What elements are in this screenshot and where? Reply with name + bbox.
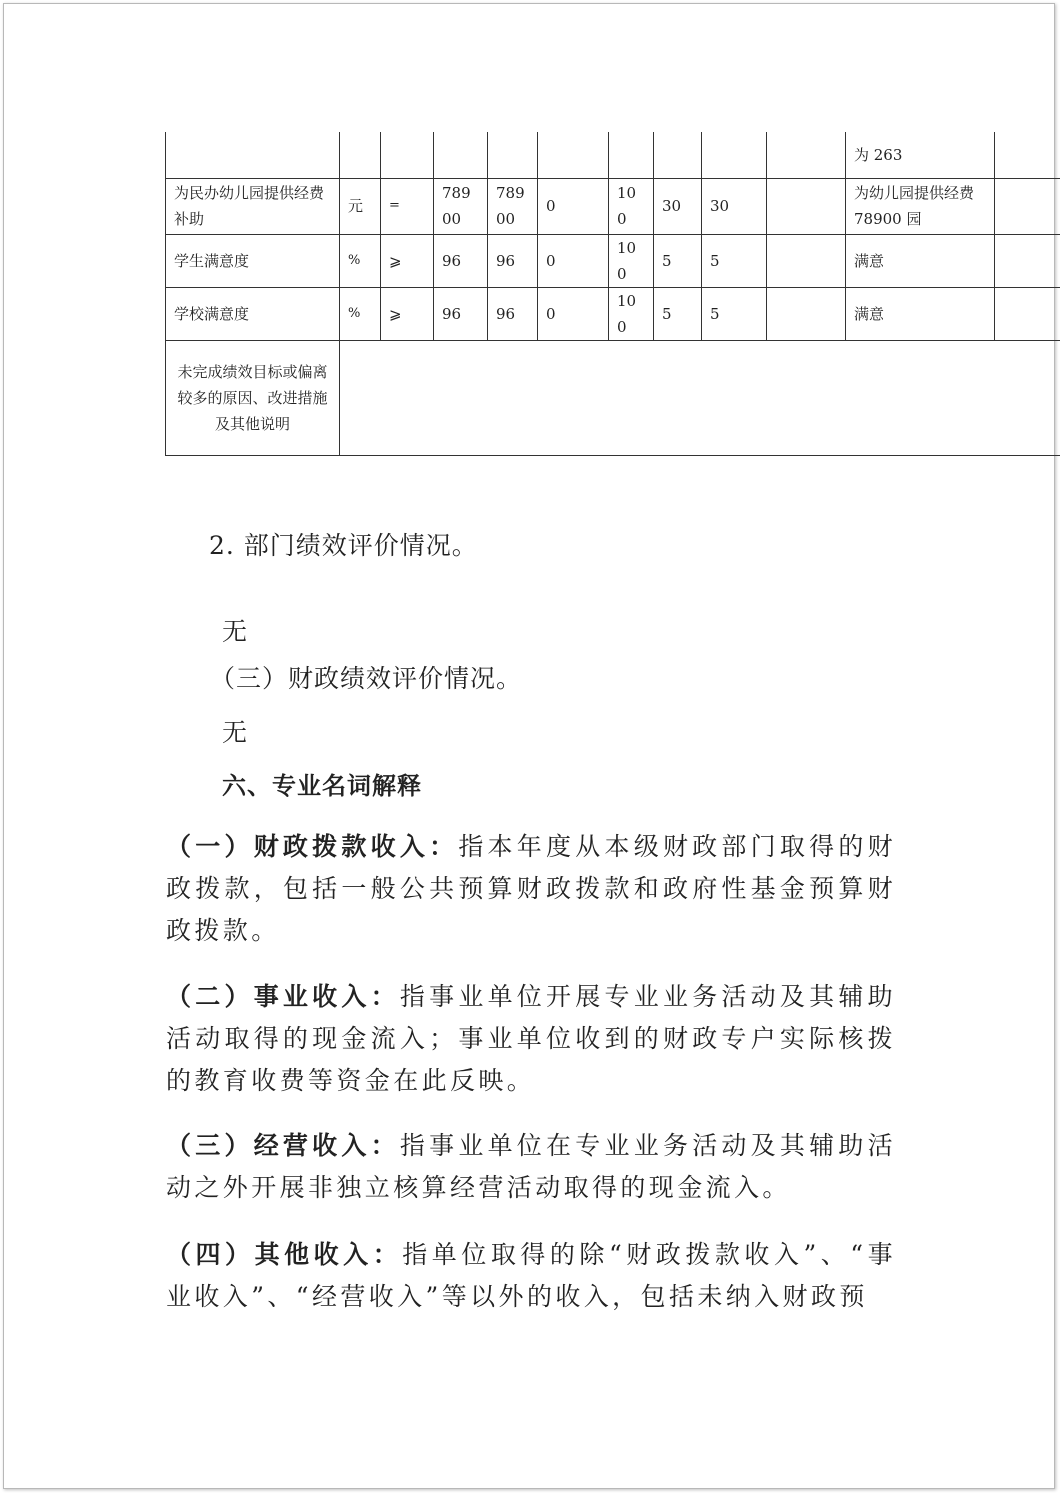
table-cell: 78900 — [434, 178, 488, 234]
table-cell — [381, 132, 434, 178]
table-cell: 100 — [609, 287, 654, 340]
glossary-item — [166, 1234, 896, 1318]
table-cell — [166, 132, 340, 178]
fin-eval-heading: （三）财政绩效评价情况。 — [210, 664, 523, 693]
notes-label: 未完成绩效目标或偏离较多的原因、改进措施及其他说明 — [166, 340, 340, 455]
table-row — [166, 340, 1060, 455]
dept-eval-heading: 2. 部门绩效评价情况。 — [209, 531, 478, 560]
table-cell: 96 — [434, 287, 488, 340]
table-cell — [767, 287, 846, 340]
table-cell: ⩾ — [381, 234, 434, 287]
table-cell: 96 — [488, 234, 538, 287]
glossary-item — [166, 826, 896, 952]
table-cell: 30 — [702, 178, 767, 234]
glossary-text: 指事业单位在专业业务活动及其辅助活动之外开展非独立核算经营活动取得的现金流入。 — [166, 1131, 896, 1202]
glossary-term: （一）财政拨款收入： — [166, 832, 459, 861]
table-cell: 元 — [340, 178, 381, 234]
table-cell — [767, 178, 846, 234]
performance-table — [165, 132, 1060, 456]
table-cell: 为民办幼儿园提供经费补助 — [166, 178, 340, 234]
table-cell: 0 — [538, 287, 609, 340]
table-cell — [995, 287, 1060, 340]
table-cell: 30 — [654, 178, 702, 234]
table-cell — [995, 178, 1060, 234]
table-cell — [434, 132, 488, 178]
table-cell — [609, 132, 654, 178]
glossary-term: （二）事业收入： — [166, 982, 400, 1011]
table-cell — [767, 132, 846, 178]
table-cell: 78900 — [488, 178, 538, 234]
table-cell: 为 263 — [846, 132, 995, 178]
table-cell: 96 — [488, 287, 538, 340]
table-cell — [488, 132, 538, 178]
table-cell: % — [340, 234, 381, 287]
table-cell: ⩾ — [381, 287, 434, 340]
table-cell: 学生满意度 — [166, 234, 340, 287]
table-row — [166, 287, 1060, 340]
table-cell — [654, 132, 702, 178]
table-cell — [702, 132, 767, 178]
table-cell: 5 — [654, 287, 702, 340]
notes-value — [340, 340, 1060, 455]
table-cell: 0 — [538, 178, 609, 234]
table-cell: = — [381, 178, 434, 234]
glossary-item — [166, 1125, 896, 1209]
table-cell: 学校满意度 — [166, 287, 340, 340]
glossary-item — [166, 976, 896, 1102]
table-cell: % — [340, 287, 381, 340]
table-cell — [340, 132, 381, 178]
table-cell: 为幼儿园提供经费 78900 园 — [846, 178, 995, 234]
dept-eval-value: 无 — [222, 617, 249, 646]
glossary-text: 指本年度从本级财政部门取得的财政拨款，包括一般公共预算财政拨款和政府性基金预算财政拨款。 — [166, 832, 896, 945]
table-cell: 96 — [434, 234, 488, 287]
table-cell: 5 — [654, 234, 702, 287]
table-cell: 0 — [538, 234, 609, 287]
table-cell — [538, 132, 609, 178]
table-row — [166, 234, 1060, 287]
glossary-term: （四）其他收入： — [166, 1240, 403, 1269]
table-cell — [995, 132, 1060, 178]
table-cell: 100 — [609, 178, 654, 234]
glossary-text: 指事业单位开展专业业务活动及其辅助活动取得的现金流入；事业单位收到的财政专户实际核拨的教育收费等资金在此反映。 — [166, 982, 896, 1095]
table-cell — [995, 234, 1060, 287]
glossary-text: 指单位取得的除“财政拨款收入”、“事业收入”、“经营收入”等以外的收入，包括未纳入财政预 — [166, 1240, 897, 1311]
table-cell: 5 — [702, 234, 767, 287]
table-row — [166, 132, 1060, 178]
table-cell: 5 — [702, 287, 767, 340]
table-row — [166, 178, 1060, 234]
table-cell: 满意 — [846, 287, 995, 340]
fin-eval-value: 无 — [222, 718, 249, 747]
table-cell — [767, 234, 846, 287]
table-cell: 100 — [609, 234, 654, 287]
glossary-heading: 六、专业名词解释 — [222, 772, 422, 800]
table-cell: 满意 — [846, 234, 995, 287]
glossary-term: （三）经营收入： — [166, 1131, 400, 1160]
